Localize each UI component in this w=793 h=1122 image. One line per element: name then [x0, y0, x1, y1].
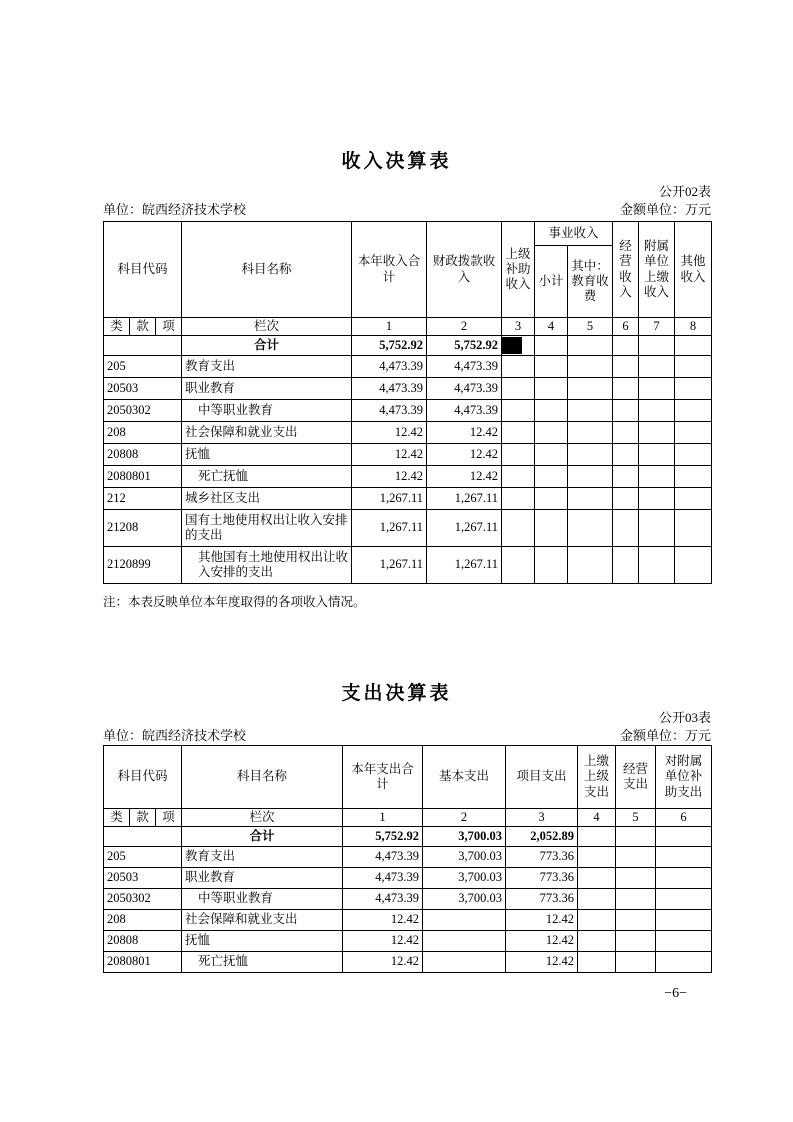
income-colnum: 1	[352, 318, 427, 336]
empty-cell	[502, 400, 535, 422]
empty-cell	[568, 336, 613, 356]
empty-cell	[568, 510, 613, 547]
row-value: 1,267.11	[352, 547, 427, 584]
empty-cell	[535, 378, 568, 400]
artifact-cell	[502, 336, 535, 356]
empty-cell	[502, 422, 535, 444]
expense-table	[103, 745, 712, 973]
empty-cell	[639, 378, 675, 400]
row-value: 1,267.11	[352, 510, 427, 547]
expense-header-basic: 基本支出	[423, 746, 506, 809]
expense-header-total: 本年支出合计	[343, 746, 423, 809]
expense-colnum: 5	[616, 809, 656, 827]
income-header-name: 科目名称	[182, 222, 352, 318]
empty-cell	[578, 889, 616, 910]
row-value	[423, 952, 506, 973]
empty-cell	[578, 868, 616, 889]
expense-unit-label: 单位：皖西经济技术学校	[103, 728, 247, 743]
expense-table-title: 支出决算表	[341, 683, 452, 704]
expense-sheet-label: 公开03表	[658, 710, 711, 725]
empty-cell	[568, 422, 613, 444]
row-name: 城乡社区支出	[182, 488, 352, 510]
empty-cell	[639, 356, 675, 378]
empty-cell	[675, 547, 712, 584]
empty-cell	[535, 400, 568, 422]
row-value: 12.42	[343, 952, 423, 973]
expense-total-c2: 3,700.03	[423, 827, 506, 847]
empty-cell	[639, 422, 675, 444]
empty-cell	[616, 827, 656, 847]
income-total-label: 合计	[182, 336, 352, 356]
row-value: 12.42	[506, 910, 578, 931]
row-code: 20808	[104, 931, 182, 952]
expense-colnum: 2	[423, 809, 506, 827]
income-table-note: 注：本表反映单位本年度取得的各项收入情况。	[103, 595, 366, 609]
row-name: 职业教育	[182, 378, 352, 400]
empty-cell	[568, 400, 613, 422]
empty-cell	[639, 547, 675, 584]
empty-cell	[568, 466, 613, 488]
income-header-operating: 经营收入	[613, 222, 639, 318]
row-code: 2050302	[104, 889, 182, 910]
empty-cell	[502, 488, 535, 510]
empty-cell	[675, 444, 712, 466]
row-code: 20503	[104, 378, 182, 400]
expense-header-code: 科目代码	[104, 746, 182, 809]
row-value: 3,700.03	[423, 868, 506, 889]
income-header-section: 款	[130, 318, 156, 336]
empty-cell	[535, 422, 568, 444]
row-value: 12.42	[352, 466, 427, 488]
income-table	[103, 221, 712, 584]
row-name: 死亡抚恤	[182, 466, 352, 488]
empty-cell	[535, 444, 568, 466]
row-code: 205	[104, 356, 182, 378]
row-value: 773.36	[506, 889, 578, 910]
empty-cell	[578, 847, 616, 868]
empty-cell	[568, 488, 613, 510]
empty-cell	[656, 847, 712, 868]
empty-cell	[656, 868, 712, 889]
row-value: 12.42	[427, 422, 502, 444]
income-total-c2: 5,752.92	[427, 336, 502, 356]
expense-header-name: 科目名称	[182, 746, 343, 809]
row-code: 208	[104, 422, 182, 444]
row-code: 212	[104, 488, 182, 510]
income-total-c1: 5,752.92	[352, 336, 427, 356]
income-header-item: 项	[156, 318, 182, 336]
income-header-business: 事业收入	[535, 222, 613, 246]
empty-cell	[616, 847, 656, 868]
row-value: 12.42	[506, 931, 578, 952]
black-artifact	[502, 337, 522, 354]
row-value: 12.42	[352, 422, 427, 444]
expense-header-section: 款	[130, 809, 156, 827]
row-code: 2080801	[104, 952, 182, 973]
row-name: 国有土地使用权出让收入安排的支出	[182, 510, 352, 547]
empty-cell	[578, 952, 616, 973]
row-code: 20503	[104, 868, 182, 889]
empty-cell	[502, 356, 535, 378]
income-header-edu-fee: 其中：教育收费	[568, 246, 613, 318]
row-value: 12.42	[343, 910, 423, 931]
row-value: 1,267.11	[427, 488, 502, 510]
expense-colnum: 1	[343, 809, 423, 827]
empty-cell	[656, 931, 712, 952]
expense-total-c3: 2,052.89	[506, 827, 578, 847]
empty-cell	[675, 466, 712, 488]
empty-cell	[656, 952, 712, 973]
income-table-title: 收入决算表	[341, 151, 452, 172]
expense-colnum: 3	[506, 809, 578, 827]
row-name: 抚恤	[182, 931, 343, 952]
empty-cell	[578, 931, 616, 952]
expense-total-label: 合计	[182, 827, 343, 847]
empty-cell	[535, 466, 568, 488]
empty-cell	[502, 510, 535, 547]
row-value: 4,473.39	[352, 400, 427, 422]
empty-cell	[639, 510, 675, 547]
row-value: 4,473.39	[427, 378, 502, 400]
empty-cell	[613, 422, 639, 444]
row-value: 4,473.39	[352, 378, 427, 400]
expense-header-subsidy: 对附属单位补助支出	[656, 746, 712, 809]
income-header-affiliated: 附属单位上缴收入	[639, 222, 675, 318]
empty-cell	[535, 336, 568, 356]
row-value: 4,473.39	[427, 356, 502, 378]
income-sheet-label: 公开02表	[658, 184, 711, 199]
empty-cell	[675, 510, 712, 547]
empty-cell	[613, 488, 639, 510]
row-name: 抚恤	[182, 444, 352, 466]
empty-cell	[639, 488, 675, 510]
expense-header-operating: 经营支出	[616, 746, 656, 809]
empty-cell	[675, 336, 712, 356]
empty-cell	[675, 356, 712, 378]
row-code: 2050302	[104, 400, 182, 422]
income-header-subtotal: 小计	[535, 246, 568, 318]
row-code: 21208	[104, 510, 182, 547]
empty-cell	[613, 510, 639, 547]
row-name: 社会保障和就业支出	[182, 910, 343, 931]
income-header-code: 科目代码	[104, 222, 182, 318]
row-value: 3,700.03	[423, 847, 506, 868]
empty-cell	[675, 488, 712, 510]
row-value: 12.42	[343, 931, 423, 952]
expense-unit-row	[103, 725, 711, 744]
income-header-class: 类	[104, 318, 130, 336]
row-name: 中等职业教育	[182, 889, 343, 910]
expense-amount-unit-label: 金额单位：万元	[619, 728, 711, 743]
empty-cell	[535, 547, 568, 584]
row-value: 773.36	[506, 868, 578, 889]
empty-cell	[535, 510, 568, 547]
row-name: 其他国有土地使用权出让收入安排的支出	[182, 547, 352, 584]
income-header-fiscal: 财政拨款收入	[427, 222, 502, 318]
empty-cell	[568, 356, 613, 378]
empty-cell	[535, 356, 568, 378]
income-unit-label: 单位：皖西经济技术学校	[103, 202, 247, 217]
empty-cell	[639, 444, 675, 466]
expense-header-item: 项	[156, 809, 182, 827]
income-colnum: 2	[427, 318, 502, 336]
empty-cell	[568, 378, 613, 400]
row-value	[423, 931, 506, 952]
income-colnum: 7	[639, 318, 675, 336]
expense-lanci-label: 栏次	[182, 809, 343, 827]
income-colnum: 3	[502, 318, 535, 336]
empty-cell	[616, 952, 656, 973]
empty-cell	[613, 336, 639, 356]
row-value: 1,267.11	[352, 488, 427, 510]
expense-header-upper: 上缴上级支出	[578, 746, 616, 809]
row-value: 4,473.39	[352, 356, 427, 378]
income-colnum: 8	[675, 318, 712, 336]
empty-cell	[568, 547, 613, 584]
empty-cell	[613, 356, 639, 378]
expense-colnum: 4	[578, 809, 616, 827]
income-header-other: 其他收入	[675, 222, 712, 318]
row-value: 3,700.03	[423, 889, 506, 910]
empty-cell	[656, 889, 712, 910]
row-value: 4,473.39	[343, 847, 423, 868]
income-lanci-label: 栏次	[182, 318, 352, 336]
row-name: 教育支出	[182, 847, 343, 868]
empty-cell	[656, 910, 712, 931]
empty-cell	[502, 444, 535, 466]
row-code: 2120899	[104, 547, 182, 584]
row-name: 社会保障和就业支出	[182, 422, 352, 444]
row-value: 4,473.39	[343, 889, 423, 910]
row-value: 4,473.39	[427, 400, 502, 422]
row-name: 职业教育	[182, 868, 343, 889]
page-number: −6−	[664, 986, 687, 1001]
income-colnum: 5	[568, 318, 613, 336]
row-value: 773.36	[506, 847, 578, 868]
row-name: 教育支出	[182, 356, 352, 378]
empty-cell	[535, 488, 568, 510]
empty-cell	[613, 378, 639, 400]
row-value: 12.42	[352, 444, 427, 466]
empty-cell	[675, 422, 712, 444]
expense-colnum: 6	[656, 809, 712, 827]
empty-cell	[639, 400, 675, 422]
income-header-total: 本年收入合计	[352, 222, 427, 318]
row-value	[423, 910, 506, 931]
row-value: 12.42	[506, 952, 578, 973]
empty-cell	[616, 910, 656, 931]
expense-header-project: 项目支出	[506, 746, 578, 809]
empty-cell	[616, 931, 656, 952]
income-header-superior: 上级补助收入	[502, 222, 535, 318]
empty-cell	[502, 547, 535, 584]
empty-cell	[675, 400, 712, 422]
row-code: 2080801	[104, 466, 182, 488]
empty-cell	[502, 378, 535, 400]
row-code: 208	[104, 910, 182, 931]
empty-cell	[613, 400, 639, 422]
empty-cell	[578, 910, 616, 931]
row-value: 12.42	[427, 466, 502, 488]
empty-cell	[104, 336, 182, 356]
empty-cell	[639, 466, 675, 488]
row-value: 1,267.11	[427, 547, 502, 584]
empty-cell	[613, 547, 639, 584]
row-value: 12.42	[427, 444, 502, 466]
expense-header-class: 类	[104, 809, 130, 827]
income-colnum: 6	[613, 318, 639, 336]
row-name: 死亡抚恤	[182, 952, 343, 973]
empty-cell	[656, 827, 712, 847]
empty-cell	[568, 444, 613, 466]
income-colnum: 4	[535, 318, 568, 336]
empty-cell	[616, 889, 656, 910]
empty-cell	[675, 378, 712, 400]
empty-cell	[613, 466, 639, 488]
empty-cell	[613, 444, 639, 466]
empty-cell	[578, 827, 616, 847]
empty-cell	[616, 868, 656, 889]
empty-cell	[502, 466, 535, 488]
row-name: 中等职业教育	[182, 400, 352, 422]
expense-total-c1: 5,752.92	[343, 827, 423, 847]
income-unit-row	[103, 199, 711, 218]
empty-cell	[104, 827, 182, 847]
row-value: 1,267.11	[427, 510, 502, 547]
income-amount-unit-label: 金额单位：万元	[619, 202, 711, 217]
empty-cell	[639, 336, 675, 356]
row-code: 20808	[104, 444, 182, 466]
row-value: 4,473.39	[343, 868, 423, 889]
row-code: 205	[104, 847, 182, 868]
